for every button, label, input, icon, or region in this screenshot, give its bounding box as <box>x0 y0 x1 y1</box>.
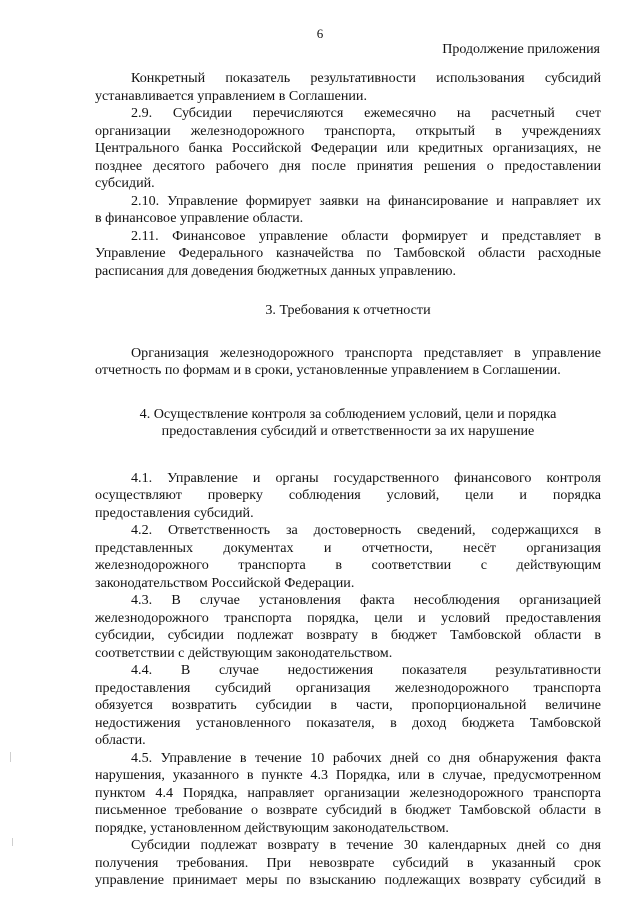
spacer <box>95 280 601 302</box>
spacer <box>95 441 601 470</box>
paragraph-2-9 <box>95 105 601 193</box>
text-line: управление принимает меры по взысканию подлежащих возврату субсидий в <box>95 872 601 888</box>
text-line: предоставления субсидий. <box>95 504 254 521</box>
text-line: пунктом 4.4 Порядка, направляет организации железнодорожного транспорта <box>95 784 601 801</box>
text-line: Конкретный показатель результативности использования субсидий <box>131 70 601 86</box>
text-line: позднее десятого рабочего дня после принятия решения о предоставлении <box>95 157 601 174</box>
paragraph-2-10 <box>95 193 601 228</box>
text-line: представленных документах и отчетности, несёт организация <box>95 539 601 556</box>
text-line: 4.1. Управление и органы государственного финансового контроля <box>131 469 601 486</box>
text-line: в финансовое управление области. <box>95 210 304 226</box>
paragraph-2-11 <box>95 228 601 281</box>
text-line: 2.9. Субсидии перечисляются ежемесячно на расчетный счет <box>131 105 601 121</box>
text-line: недостижения установленного показателя, в доход бюджета Тамбовской <box>95 714 601 731</box>
text-line: железнодорожного транспорта в соответствии с действующим <box>95 557 601 573</box>
text-line: 2.11. Финансовое управление области формирует и представляет в <box>131 227 601 244</box>
appendix-continuation-header: Продолжение приложения <box>442 42 600 57</box>
text-line: устанавливается управлением в Соглашении. <box>95 87 367 104</box>
text-line: Управление Федерального казначейства по Тамбовской области расходные <box>95 245 601 261</box>
text-line: организации железнодорожного транспорта, открытый в учреждениях <box>95 122 601 139</box>
text-line: 4.3. В случае установления факта несоблюдения организацией <box>131 592 601 608</box>
text-line: области. <box>95 732 146 748</box>
text-line: 4.2. Ответственность за достоверность сведений, содержащихся в <box>131 522 601 538</box>
paragraph-4-4 <box>95 662 601 750</box>
text-line: нарушения, указанного в пункте 4.3 Порядка, или в случае, предусмотренном <box>95 767 601 783</box>
text-line: осуществляют проверку соблюдения условий, цели и порядка <box>95 487 601 503</box>
text-line: 4.5. Управление в течение 10 рабочих дней со дня обнаружения факта <box>131 749 601 766</box>
heading-line: предоставления субсидий и ответственности за их нарушение <box>161 423 535 439</box>
text-line: порядке, установленном действующим законодательством. <box>95 819 449 836</box>
text-line: письменное требование о возврате субсидий в бюджет Тамбовской области в <box>95 802 601 818</box>
paragraph-4-5 <box>95 750 601 838</box>
text-line: предоставления субсидий организация железнодорожного транспорта <box>95 679 601 696</box>
text-line: законодательством Российской Федерации. <box>95 574 355 591</box>
text-line: субсидий. <box>95 175 155 191</box>
section-4-heading <box>95 406 601 441</box>
scan-mark <box>12 838 13 846</box>
paragraph-indicator <box>95 70 601 105</box>
text-line: Центрального банка Российской Федерации или кредитных организациях, не <box>95 140 601 156</box>
paragraph-4-2 <box>95 522 601 592</box>
text-line: Организация железнодорожного транспорта представляет в управление <box>131 344 601 361</box>
text-line: обязуется возвратить субсидии в части, пропорциональной величине <box>95 697 601 713</box>
text-line: железнодорожного транспорта порядка, цели и условий предоставления <box>95 609 601 626</box>
text-line: субсидии, субсидии подлежат возврату в бюджет Тамбовской области в <box>95 627 601 643</box>
page-number: 6 <box>316 26 324 41</box>
paragraph-4-3 <box>95 592 601 662</box>
text-line: соответствии с действующим законодательством. <box>95 644 393 661</box>
text-line: Субсидии подлежат возврату в течение 30 календарных дней со дня <box>131 837 601 853</box>
document-body <box>95 70 601 890</box>
heading-line: 3. Требования к отчетности <box>265 302 431 318</box>
heading-line: 4. Осуществление контроля за соблюдением условий, цели и порядка <box>139 405 557 422</box>
text-line: получения требования. При невозврате субсидий в указанный срок <box>95 854 601 871</box>
paragraph-reporting <box>95 345 601 380</box>
paragraph-return <box>95 837 601 890</box>
text-line: расписания для доведения бюджетных данных управлению. <box>95 262 457 279</box>
scan-mark <box>10 752 11 762</box>
section-3-heading <box>95 302 601 320</box>
text-line: 4.4. В случае недостижения показателя результативности <box>131 662 601 678</box>
spacer <box>95 320 601 345</box>
paragraph-4-1 <box>95 470 601 523</box>
spacer <box>95 380 601 406</box>
text-line: 2.10. Управление формирует заявки на финансирование и направляет их <box>131 192 601 209</box>
text-line: отчетность по формам и в сроки, установленные управлением в Соглашении. <box>95 362 561 378</box>
